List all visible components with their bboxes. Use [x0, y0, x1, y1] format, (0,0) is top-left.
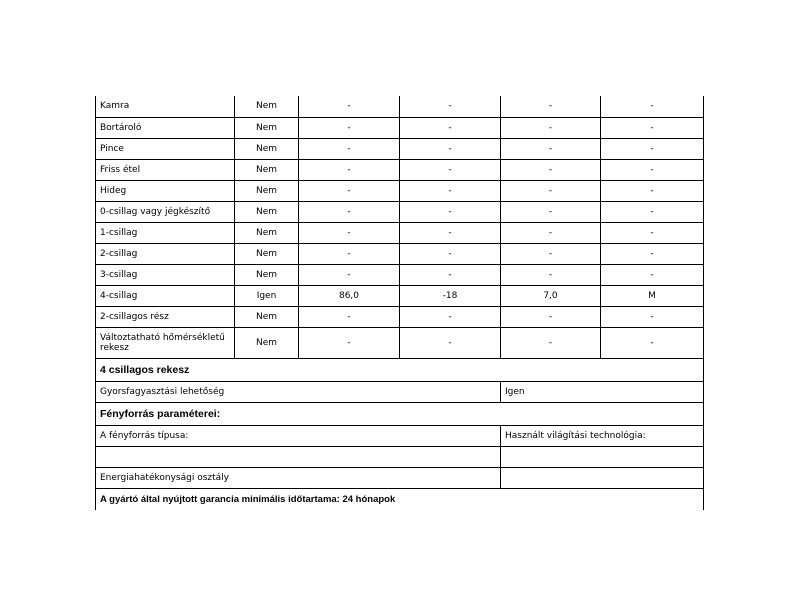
compartment-name: Hideg: [96, 180, 235, 201]
energy-class-label: Energiahatékonysági osztály: [96, 467, 501, 488]
light-source-heading: Fényforrás paraméterei:: [96, 402, 704, 425]
fast-freeze-row: [96, 381, 704, 402]
compartment-value-3: -: [501, 243, 601, 264]
compartment-name: 3-csillag: [96, 264, 235, 285]
compartment-value-2: -: [400, 306, 501, 327]
light-type-value: [96, 446, 501, 467]
compartment-row: [96, 180, 704, 201]
light-type-value-row: [96, 446, 704, 467]
fast-freeze-value: Igen: [501, 381, 704, 402]
compartment-value-4: M: [601, 285, 704, 306]
compartment-value-4: -: [601, 180, 704, 201]
compartment-present: Igen: [235, 285, 299, 306]
compartment-name: 2-csillag: [96, 243, 235, 264]
compartment-value-1: -: [299, 138, 400, 159]
compartment-row: [96, 264, 704, 285]
compartment-value-2: -: [400, 117, 501, 138]
product-info-sheet: [95, 96, 703, 510]
light-type-row: [96, 425, 704, 446]
compartment-row: [96, 117, 704, 138]
compartment-value-4: -: [601, 117, 704, 138]
fast-freeze-label: Gyorsfagyasztási lehetőség: [96, 381, 501, 402]
compartment-value-1: -: [299, 264, 400, 285]
compartment-row: [96, 285, 704, 306]
compartment-rows: [96, 96, 704, 358]
compartment-row: [96, 243, 704, 264]
compartment-value-1: -: [299, 201, 400, 222]
compartment-name: 0-csillag vagy jégkészítő: [96, 201, 235, 222]
compartment-value-2: -: [400, 138, 501, 159]
compartment-value-4: -: [601, 222, 704, 243]
compartment-value-4: -: [601, 96, 704, 117]
compartment-name: Friss étel: [96, 159, 235, 180]
compartment-present: Nem: [235, 327, 299, 358]
compartment-value-2: -: [400, 222, 501, 243]
compartment-value-3: -: [501, 159, 601, 180]
compartment-present: Nem: [235, 264, 299, 285]
compartment-name: Bortároló: [96, 117, 235, 138]
compartment-value-4: -: [601, 159, 704, 180]
compartment-present: Nem: [235, 243, 299, 264]
compartment-name: 1-csillag: [96, 222, 235, 243]
compartment-name: 2-csillagos rész: [96, 306, 235, 327]
compartment-present: Nem: [235, 180, 299, 201]
compartment-row: [96, 306, 704, 327]
compartment-value-2: -18: [400, 285, 501, 306]
compartment-value-4: -: [601, 327, 704, 358]
compartment-value-3: -: [501, 138, 601, 159]
compartment-value-2: -: [400, 159, 501, 180]
compartment-row: [96, 327, 704, 358]
compartment-value-2: -: [400, 180, 501, 201]
compartment-present: Nem: [235, 96, 299, 117]
warranty-text: A gyártó által nyújtott garancia minimális időtartama: 24 hónapok: [96, 488, 704, 510]
compartment-value-1: -: [299, 180, 400, 201]
compartment-value-2: -: [400, 201, 501, 222]
compartment-value-1: 86,0: [299, 285, 400, 306]
compartment-value-3: -: [501, 180, 601, 201]
energy-class-value: [501, 467, 704, 488]
compartment-row: [96, 138, 704, 159]
compartment-present: Nem: [235, 306, 299, 327]
light-tech-label: Használt világítási technológia:: [501, 425, 704, 446]
compartment-value-4: -: [601, 243, 704, 264]
light-tech-value: [501, 446, 704, 467]
compartment-value-4: -: [601, 201, 704, 222]
compartment-name: 4-csillag: [96, 285, 235, 306]
four-star-section-header: [96, 358, 704, 381]
compartment-row: [96, 159, 704, 180]
compartment-name: Kamra: [96, 96, 235, 117]
compartment-row: [96, 96, 704, 117]
compartment-value-3: -: [501, 201, 601, 222]
compartment-value-3: -: [501, 264, 601, 285]
compartment-value-1: -: [299, 327, 400, 358]
compartment-name: Változtatható hőmérsékletű rekesz: [96, 327, 235, 358]
compartment-value-3: -: [501, 96, 601, 117]
compartment-present: Nem: [235, 222, 299, 243]
compartment-row: [96, 222, 704, 243]
energy-class-row: [96, 467, 704, 488]
compartment-value-3: 7,0: [501, 285, 601, 306]
compartment-table: [95, 96, 704, 510]
compartment-name: Pince: [96, 138, 235, 159]
compartment-value-2: -: [400, 243, 501, 264]
compartment-value-3: -: [501, 117, 601, 138]
compartment-value-1: -: [299, 222, 400, 243]
compartment-value-3: -: [501, 327, 601, 358]
compartment-value-1: -: [299, 159, 400, 180]
compartment-value-3: -: [501, 306, 601, 327]
light-type-label: A fényforrás típusa:: [96, 425, 501, 446]
compartment-value-1: -: [299, 306, 400, 327]
compartment-value-2: -: [400, 327, 501, 358]
compartment-row: [96, 201, 704, 222]
compartment-value-4: -: [601, 138, 704, 159]
compartment-value-1: -: [299, 117, 400, 138]
compartment-value-1: -: [299, 243, 400, 264]
compartment-value-2: -: [400, 96, 501, 117]
compartment-value-2: -: [400, 264, 501, 285]
compartment-value-3: -: [501, 222, 601, 243]
compartment-value-4: -: [601, 264, 704, 285]
compartment-value-4: -: [601, 306, 704, 327]
warranty-row: [96, 488, 704, 510]
compartment-present: Nem: [235, 201, 299, 222]
four-star-heading: 4 csillagos rekesz: [96, 358, 704, 381]
compartment-value-1: -: [299, 96, 400, 117]
compartment-present: Nem: [235, 117, 299, 138]
compartment-present: Nem: [235, 159, 299, 180]
compartment-present: Nem: [235, 138, 299, 159]
light-source-section-header: [96, 402, 704, 425]
